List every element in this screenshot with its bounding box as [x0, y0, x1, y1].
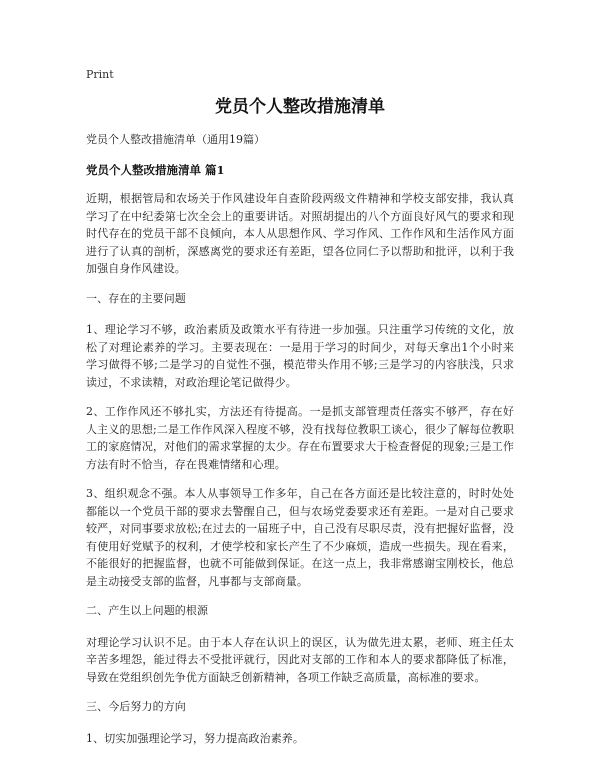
document-subtitle: 党员个人整改措施清单（通用19篇）: [86, 133, 265, 146]
document-title: 党员个人整改措施清单: [215, 97, 385, 117]
section-heading: 党员个人整改措施清单 篇1: [86, 163, 225, 177]
print-link[interactable]: Print: [86, 68, 114, 81]
heading-future-direction: 三、今后努力的方向: [86, 700, 186, 713]
paragraph-problem-1: 1、理论学习不够，政治素质及政策水平有待进一步加强。只注重学习传统的文化，放松了对理论素养的学习。主要表现在：一是用于学习的时间少，对每天拿出1个小时来学习做得不够;二是学习的自觉性不强，模范带头作用不够;三是学习的内容肤浅，只求读过，不求读精，对政治理论笔记做得少。: [86, 323, 514, 389]
paragraph-intro: 近期，根据管局和农场关于作风建设年自查阶段两级文件精神和学校支部安排，我认真学习了在中纪委第七次全会上的重要讲话。对照胡提出的八个方面良好风气的要求和现时代存在的党员干部不良倾向，本人从思想作风、学习作风、工作作风和生活作风方面进行了认真的剖析，深感离党的要求还有差距，望各位同仁予以帮助和批评，以利于我加强自身作风建设。: [86, 192, 514, 275]
heading-main-problems: 一、存在的主要问题: [86, 291, 186, 305]
paragraph-root-cause: 对理论学习认识不足。由于本人存在认识上的误区，认为做先进太累，老师、班主任太辛苦多埋怨，能过得去不受批评就行，因此对支部的工作和本人的要求都降低了标准，导致在党组织创先争优方面缺乏创新精神，各项工作缺乏高质量，高标准的要求。: [86, 635, 514, 684]
paragraph-direction-1: 1、切实加强理论学习，努力提高政治素养。: [86, 731, 304, 745]
heading-root-causes: 二、产生以上问题的根源: [86, 604, 209, 617]
paragraph-problem-3: 3、组织观念不强。本人从事领导工作多年，自己在各方面还是比较注意的，时时处处都能以一个党员干部的要求去警醒自己，但与农场党委要求还有差距。一是对自己要求较严，对同事要求放松;在过去的一届班子中，自己没有尽职尽责，没有把握好监督，没有使用好党赋予的权利，才使学校和家长产生了不少麻烦，造成一些损失。现在看来，不能很好的把握监督，也就不可能做到保证。在这一点上，我非常感谢宝刚校长，他总是主动接受支部的监督，凡事都与支部商量。: [86, 487, 514, 588]
paragraph-problem-2: 2、工作作风还不够扎实，方法还有待提高。一是抓支部管理责任落实不够严，存在好人主义的思想;二是工作作风深入程度不够，没有找每位教职工谈心，很少了解每位教职工的家庭情况，对他们的需求掌握的太少。存在布置要求大于检查督促的现象;三是工作方法有时不恰当，存在畏难情绪和心理。: [86, 405, 514, 471]
